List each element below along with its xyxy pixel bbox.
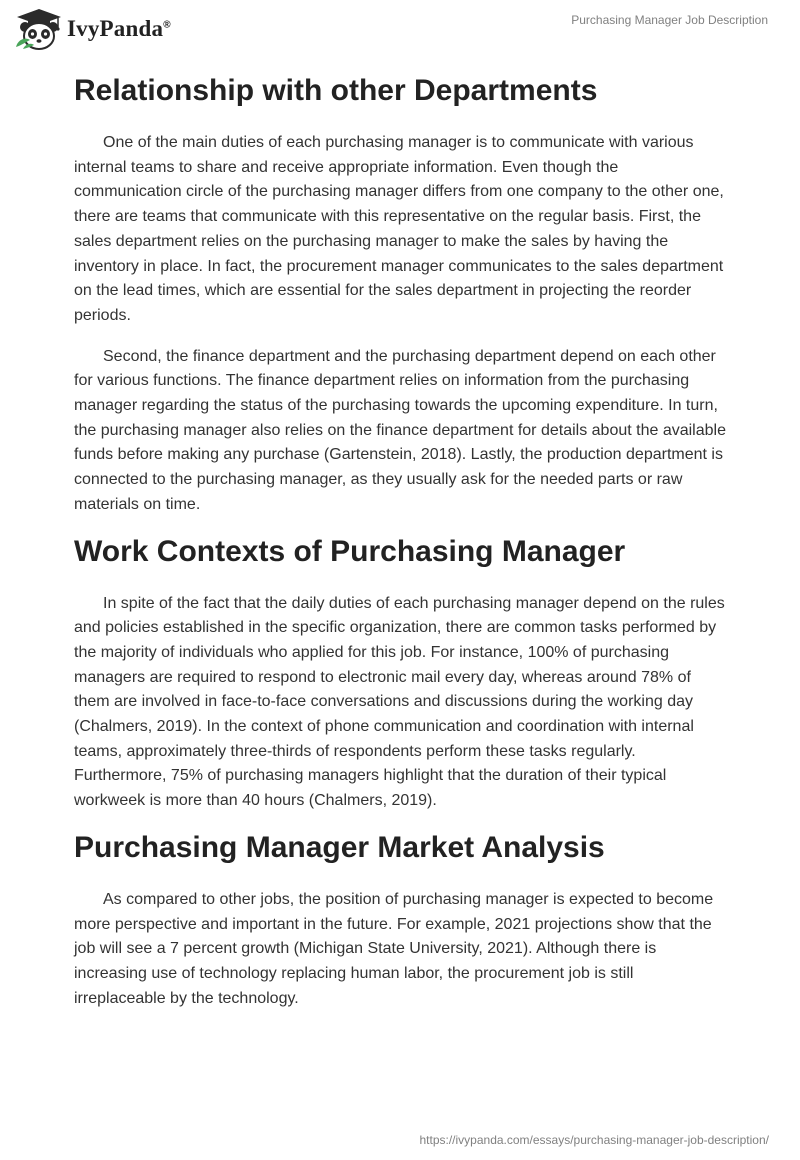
brand-name: IvyPanda® (67, 16, 171, 41)
paragraph: In spite of the fact that the daily duties of each purchasing manager depend on the rules and policies established in the specific organization, there are common tasks performed by the majority of individuals who applied for this job. For instance, 100% of purchasing managers are required to respond to electronic mail every day, whereas around 78% of them are involved in face-to-face conversations and discussions during the working day (Chalmers, 2019). In the context of phone communication and coordination with internal teams, approximately three-thirds of respondents perform these tasks regularly. Furthermore, 75% of purchasing managers highlight that the duration of their typical workweek is more than 40 hours (Chalmers, 2019). (74, 594, 725, 810)
document-title: Purchasing Manager Job Description (571, 13, 768, 27)
source-url[interactable]: https://ivypanda.com/essays/purchasing-manager-job-description/ (419, 1133, 769, 1147)
paragraph: Second, the finance department and the purchasing department depend on each other for various functions. The finance department relies on information from the purchasing manager regarding the status of the purchasing towards the upcoming expenditure. In turn, the purchasing manager also relies on the finance department for details about the available funds before making any purchase (Gartenstein, 2018). Lastly, the production department is connected to the purchasing manager, as they usually ask for the needed parts or raw materials on time. (74, 347, 726, 513)
paragraph: One of the main duties of each purchasing manager is to communicate with various internal teams to share and receive appropriate information. Even though the communication circle of the purchasing manager differs from one company to the other one, there are teams that communicate with this representative on the regular basis. First, the sales department relies on the purchasing manager to make the sales by having the inventory in place. In fact, the procurement manager communicates to the sales department on the lead times, which are essential for the sales department in projecting the reorder periods. (74, 134, 724, 324)
section-heading: Purchasing Manager Market Analysis (74, 830, 605, 864)
section-heading: Work Contexts of Purchasing Manager (74, 534, 626, 568)
section-heading: Relationship with other Departments (74, 74, 598, 107)
panda-graduate-icon (14, 7, 64, 51)
paragraph: As compared to other jobs, the position of purchasing manager is expected to become more perspective and important in the future. For example, 2021 projections show that the job will see a 7 percent growth (Michigan State University, 2021). Although there is increasing use of technology replacing human labor, the procurement job is still irreplaceable by the technology. (74, 890, 714, 1007)
registered-mark: ® (163, 19, 171, 31)
article-body (74, 72, 726, 1011)
ivypanda-logo[interactable] (14, 7, 171, 51)
